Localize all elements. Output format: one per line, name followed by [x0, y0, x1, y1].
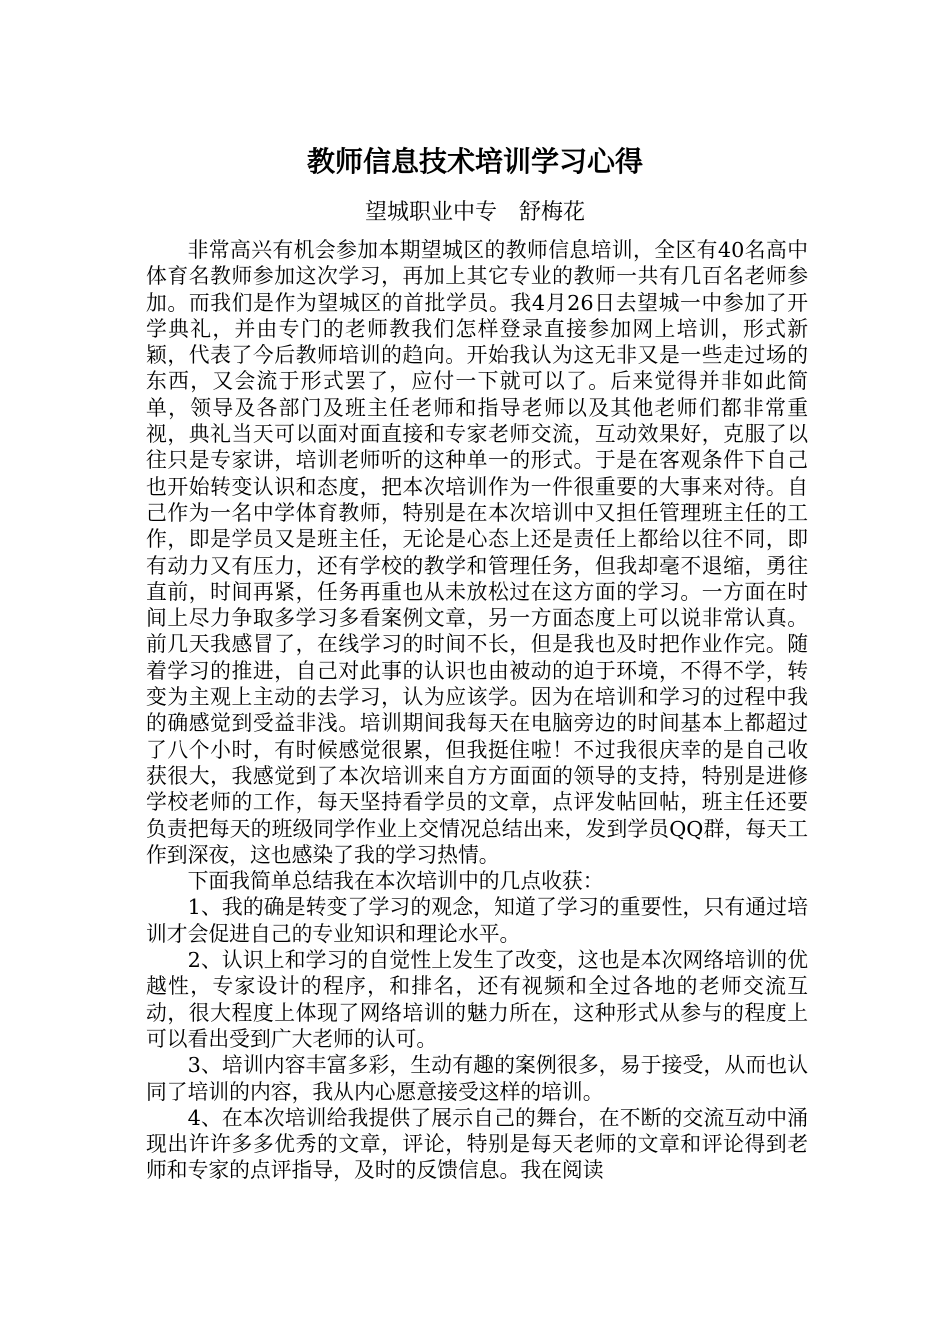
paragraph-summary-lead: 下面我简单总结我在本次培训中的几点收获： — [187, 869, 604, 894]
document-body — [146, 237, 808, 1184]
paragraph-point-1: 1、我的确是转变了学习的观念，知道了学习的重要性，只有通过培训才会促进自己的专业知识和理论水平。 — [146, 895, 808, 946]
document-title: 教师信息技术培训学习心得 — [306, 145, 643, 178]
paragraph-intro: 非常高兴有机会参加本期望城区的教师信息培训，全区有40名高中体育名教师参加这次学习，再加上其它专业的教师一共有几百名老师参加。而我们是作为望城区的首批学员。我4月26日去望城一中参加了开学典礼，并由专门的老师教我们怎样登录直接参加网上培训，形式新颖，代表了今后教师培训的趋向。开始我认为这无非又是一些走过场的东西，又会流于形式罢了，应付一下就可以了。后来觉得并非如此简单，领导及各部门及班主任老师和指导老师以及其他老师们都非常重视，典礼当天可以面对面直接和专家老师交流，互动效果好，克服了以往只是专家讲，培训老师听的这种单一的形式。于是在客观条件下自己也开始转变认识和态度，把本次培训作为一件很重要的大事来对待。自己作为一名中学体育教师，特别是在本次培训中又担任管理班主任的工作，即是学员又是班主任，无论是心态上还是责任上都给以往不同，即有动力又有压力，还有学校的教学和管理任务，但我却毫不退缩，勇往直前，时间再紧，任务再重也从未放松过在这方面的学习。一方面在时间上尽力争取多学习多看案例文章，另一方面态度上可以说非常认真。前几天我感冒了，在线学习的时间不长，但是我也及时把作业作完。随着学习的推进，自己对此事的认识也由被动的迫于环境，不得不学，转变为主观上主动的去学习，认为应该学。因为在培训和学习的过程中我的确感觉到受益非浅。培训期间我每天在电脑旁边的时间基本上都超过了八个小时，有时候感觉很累，但我挺住啦！不过我很庆幸的是自己收获很大，我感觉到了本次培训来自方方面面的领导的支持，特别是进修学校老师的工作，每天坚持看学员的文章，点评发帖回帖，班主任还要负责把每天的班级同学作业上交情况总结出来，发到学员QQ群，每天工作到深夜，这也感染了我的学习热情。 — [146, 238, 808, 867]
paragraph-point-4: 4、在本次培训给我提供了展示自己的舞台，在不断的交流互动中涌现出许许多多优秀的文章，评论，特别是每天老师的文章和评论得到老师和专家的点评指导，及时的反馈信息。我在阅读 — [146, 1105, 808, 1183]
author-line: 望城职业中专 舒梅花 — [364, 200, 585, 225]
paragraph-point-3: 3、培训内容丰富多彩，生动有趣的案例很多，易于接受，从而也认同了培训的内容，我从内心愿意接受这样的培训。 — [146, 1053, 808, 1104]
paragraph-point-2: 2、认识上和学习的自觉性上发生了改变，这也是本次网络培训的优越性，专家设计的程序，和排名，还有视频和全过各地的老师交流互动，很大程度上体现了网络培训的魅力所在，这种形式从参与的程度上可以看出受到广大老师的认可。 — [146, 948, 808, 1051]
